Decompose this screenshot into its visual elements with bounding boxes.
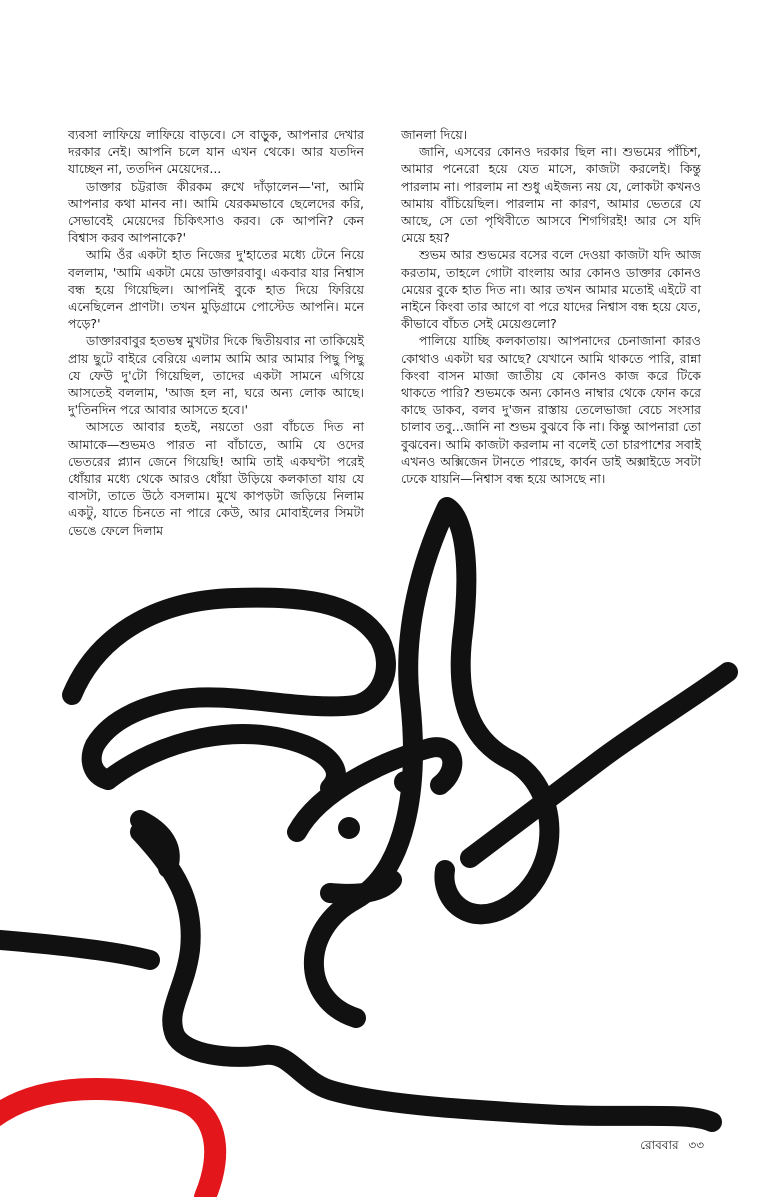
- lip-stroke: [330, 880, 392, 894]
- paragraph: পালিয়ে যাচ্ছি কলকাতায়। আপনাদের চেনাজানা কারও কোথাও একটা ঘর আছে? যেখানে আমি থাকতে পারি, রান্না কিংবা বাসন মাজা জাতীয় যে কোনও কাজ করে টিকে থাকতে পারি? শুভমকে অন্য কোনও নাম্বার থেকে ফোন করে কাছে ডাকব, বলব দু'জন রাস্তায় তেলেভাজা বেচে সংসার চালাব তবু...জানি না শুভম বুঝবে কি না। কিন্তু আপনারা তো বুঝবেন। আমি কাজটা করলাম না বলেই তো চারপাশের সবাই এখনও অক্সিজেন টানতে পারছে, কার্বন ডাই অক্সাইডে সবটা ঢেকে যায়নি—নিশ্বাস বন্ধ হয়ে আসছে না।: [401, 333, 701, 487]
- paragraph: আমি ওঁর একটা হাত নিজের দু'হাতের মধ্যে টেনে নিয়ে বললাম, 'আমি একটা মেয়ে ডাক্তারবাবু। একবার যার নিশ্বাস বন্ধ হয়ে গিয়েছিল। আপনিই বুকে হাত দিয়ে ফিরিয়ে এনেছিলেন প্রাণটা। তখন মুড়িগ্রামে পোস্টেড আপনি। মনে পড়ে?': [68, 247, 364, 332]
- spike-stroke: [314, 507, 550, 1018]
- eye-dot: [338, 817, 360, 839]
- paragraph: ব্যবসা লাফিয়ে লাফিয়ে বাড়বে। সে বাড়ুক, আপনার দেখার দরকার নেই। আপনি চলে যান এখন থেকে। আর যতদিন যাচ্ছেন না, ততদিন মেয়েদের...: [68, 127, 364, 177]
- face-stroke: [140, 832, 712, 1122]
- arm-stroke: [0, 940, 150, 960]
- paragraph: আসতে আবার হতই, নয়তো ওরা বাঁচতে দিত না আমাকে—শুভমও পারত না বাঁচাতে, আমি যে ওদের ভেতরের প্ল্যান জেনে গিয়েছি! আমি তাই একঘণ্টা পরেই ধোঁয়ার মধ্যে থেকে আরও ধোঁয়া উড়িয়ে কলকাতা যায় যে বাসটা, তাতে উঠে বসলাম। মুখে কাপড়টা জড়িয়ে নিলাম একটু, যাতে চিনতে না পারে কেউ, আর মোবাইলের সিমটা ভেঙে ফেলে দিলাম: [68, 419, 364, 538]
- page-number: ৩৩: [688, 1138, 704, 1152]
- head-stroke: [72, 598, 386, 780]
- page-footer: [640, 1137, 704, 1157]
- paragraph: শুভম আর শুভমের বসের বলে দেওয়া কাজটা যদি আজ করতাম, তাহলে গোটা বাংলায় আর কোনও ডাক্তার কোনও মেয়ের বুকে হাত দিত না। আর তখন আমার মতোই এইটে বা নাইনে কিংবা তার আগে বা পরে যাদের নিশ্বাস বন্ধ হয়ে যেত, কীভাবে বাঁচত সেই মেয়েগুলো?: [401, 247, 701, 332]
- magazine-name: রোববার: [640, 1138, 679, 1152]
- article-right-column: [401, 126, 701, 487]
- brow-stroke: [108, 734, 336, 788]
- red-curve-stroke: [0, 1089, 215, 1197]
- paragraph: জানি, এসবের কোনও দরকার ছিল না। শুভমের পাঁচিশ, আমার পনেরো হয়ে যেত মাসে, কাজটা করলেই। কিন্তু পারলাম না। পারলাম না শুধু এইজন্য নয় যে, লোকটা কখনও আমায় বাঁচিয়েছিল। পারলাম না কারণ, আমার ভেতরে যে আছে, সে তো পৃথিবীতে আসবে শিগগিরই! আর সে যদি মেয়ে হয়?: [401, 144, 701, 246]
- eye-dot: [394, 771, 416, 793]
- line-art-figure-illustration: [0, 470, 770, 1197]
- paragraph: ডাক্তারবাবুর হতভম্ব মুখটার দিকে দ্বিতীয়বার না তাকিয়েই প্রায় ছুটে বাইরে বেরিয়ে এলাম আমি আর আমার পিছু পিছু যে ফেউ দু'টো গিয়েছিল, তাদের একটা সামনে এগিয়ে আসতেই বললাম, 'আজ হল না, ঘরে অন্য লোক আছে। দু'তিনদিন পরে আবার আসতে হবে।': [68, 333, 364, 418]
- paragraph: ডাক্তার চট্টরাজ কীরকম রুখে দাঁড়ালেন—'না, আমি আপনার কথা মানব না। আমি যেরকমভাবে ছেলেদের করি, সেভাবেই মেয়েদের চিকিৎসাও করব। কে আপনি? কেন বিশ্বাস করব আপনাকে?': [68, 178, 364, 246]
- paragraph: জানলা দিয়ে।: [401, 127, 468, 142]
